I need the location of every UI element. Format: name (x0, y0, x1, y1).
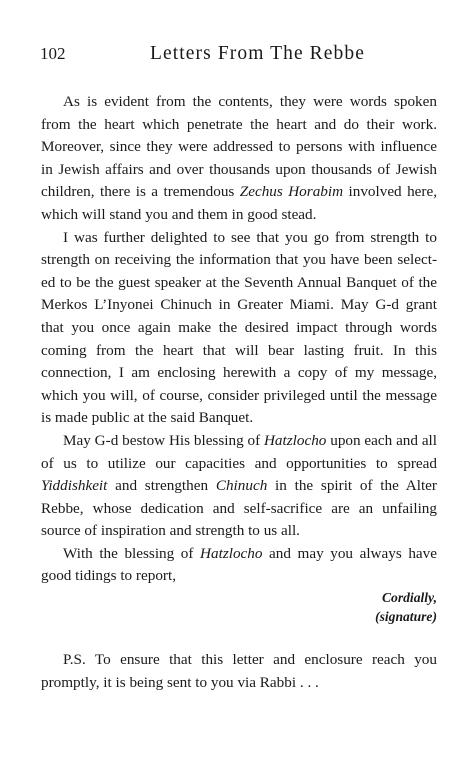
letter-body (41, 91, 437, 694)
paragraph-1-text-a: As is evident from the contents, they were words spoken from the heart which penetrate the heart and do their work. Moreover, since they were addressed to persons with influence in Jewish affairs and over thousands upon thousands of Jewish children, there is a tremendous (41, 93, 437, 201)
running-head-title: Letters From The Rebbe (150, 43, 366, 64)
paragraph-2-text: I was further delighted to see that you go from strength to strength on receiving the information that you have been selected to be the guest speaker at the Seventh Annual Banquet of the Merkos L’Inyonei Chinuch in Greater Miami. May G-d grant that you once again make the desired impact through words coming from the heart that will bear lasting fruit. In this connection, I am enclosing herewith a copy of my message, which you will, of course, consider privileged until the message is made public at the said Banquet. (41, 228, 437, 427)
signoff-block (41, 589, 437, 626)
signature-placeholder: (signature) (375, 608, 437, 624)
paragraph-3-text-d: in the spirit of the Alter Rebbe, whose dedication and self-sacrifice are an unfailing source of inspiration and strength to us all. (41, 477, 437, 540)
paragraph-3-text-c: and strengthen (107, 477, 216, 495)
paragraph-4 (41, 543, 437, 588)
paragraph-2 (41, 227, 437, 430)
paragraph-3-text-a: May G-d bestow His blessing of (63, 431, 264, 449)
italic-term-chinuch: Chinuch (215, 477, 268, 495)
paragraph-3 (41, 430, 437, 543)
closing-text: Cordially, (381, 590, 437, 606)
page-number: 102 (40, 44, 66, 63)
italic-term-hatzlocho: Hatzlocho (263, 431, 327, 449)
paragraph-1-text-b: involved here, which will stand you and them in good stead. (41, 183, 438, 223)
paragraph-4-text-b: and may you always have good tidings to report, (41, 544, 438, 585)
postscript: P.S. To ensure that this letter and enclosure reach you promptly, it is being sent to you via Rabbi . . . (41, 651, 437, 691)
paragraph-4-text-a: With the blessing of (63, 544, 201, 562)
italic-term-yiddishkeit: Yiddishkeit (41, 477, 108, 495)
italic-term-hatzlocho-2: Hatzlocho (200, 544, 263, 562)
italic-term-zechus-horabim: Zechus Horabim (239, 183, 344, 201)
paragraph-3-text-b: upon each and all of us to utilize our capacities and opportunities to spread (41, 431, 438, 472)
paragraph-1 (41, 91, 437, 227)
